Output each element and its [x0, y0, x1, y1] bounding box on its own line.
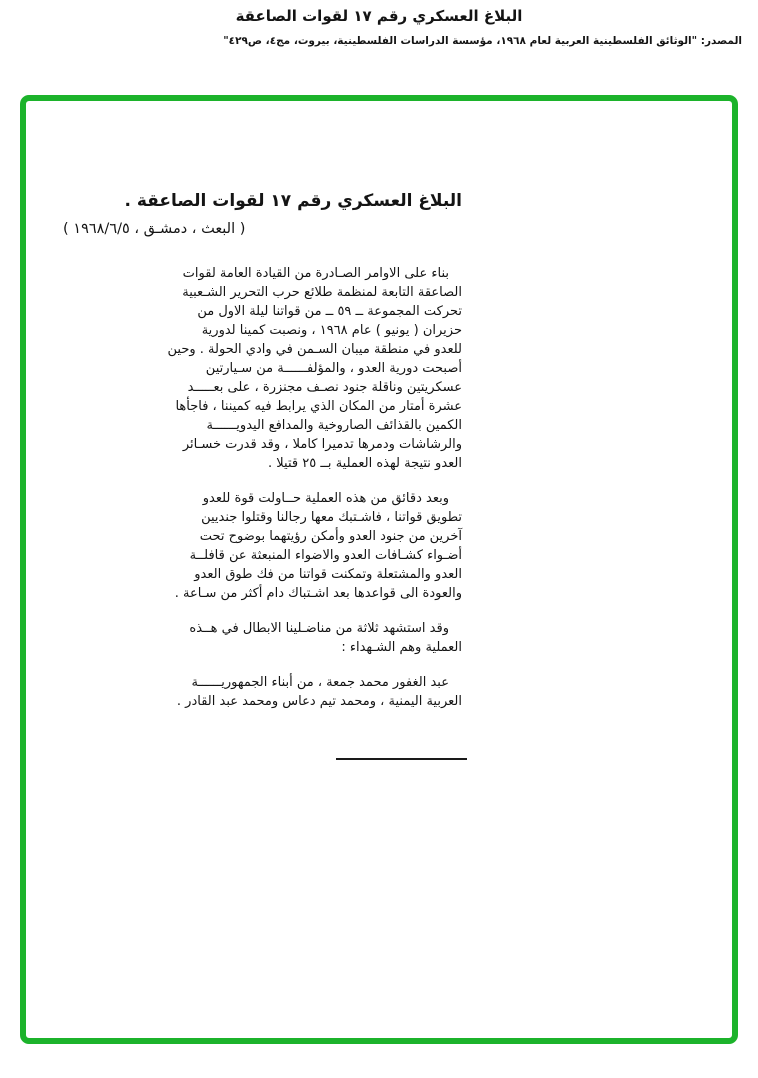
communique-title: البلاغ العسكري رقم ١٧ لقوات الصاعقة .: [124, 191, 462, 211]
text-line: عشرة أمتار من المكان الذي يرابط فيه كميننا ، فاجأها: [175, 399, 462, 414]
text-line: حزيران ( يونيو ) عام ١٩٦٨ ، ونصبت كمينا لدورية: [201, 323, 462, 338]
text-line: بناء على الاوامر الصـادرة من القيادة العامة لقوات: [182, 266, 449, 281]
communique-paragraph: [167, 264, 462, 473]
source-citation: المصدر: "الوثائق الفلسطينية العربية لعام ١٩٦٨، مؤسسة الدراسات الفلسطينية، بيروت، مج٤، ص٤٢٩": [223, 35, 742, 47]
communique-body: [167, 264, 462, 727]
text-line: وبعد دقائق من هذه العملية حــاولت قوة للعدو: [202, 491, 449, 506]
text-line: عبد الغفور محمد جمعة ، من أبناء الجمهوريــــــة: [191, 675, 449, 690]
document-frame: [20, 95, 738, 1044]
text-line: عسكريتين وناقلة جنود نصـف مجنزرة ، على بعـــــد: [187, 380, 462, 395]
text-line: العربية اليمنية ، ومحمد تيم دعاس ومحمد عبد القادر .: [176, 694, 462, 709]
text-line: أضـواء كشـافات العدو والاضواء المنبعثة عن قافلــة: [189, 548, 462, 563]
text-line: وقد استشهد ثلاثة من مناضـلينا الابطال في هــذه: [189, 621, 449, 636]
footnote-rule: [336, 758, 467, 760]
text-line: العملية وهم الشـهداء :: [341, 640, 462, 655]
text-line: العدو والمشتعلة وتمكنت قواتنا من فك طوق العدو: [194, 567, 462, 582]
text-line: للعدو في منطقة ميبان السـمن في وادي الحولة . وحين: [167, 342, 462, 357]
communique-dateline: ( البعث ، دمشـق ، ١٩٦٨/٦/٥ ): [63, 221, 246, 237]
text-line: والرشاشات ودمرها تدميرا كاملا ، وقد قدرت خسـائر: [182, 437, 462, 452]
text-line: أصبحت دورية العدو ، والمؤلفــــــة من سـيارتين: [205, 361, 462, 376]
text-line: تحركت المجموعة ــ ٥٩ ــ من قواتنا ليلة الاول من: [197, 304, 462, 319]
text-line: العدو نتيجة لهذه العملية بــ ٢٥ قتيلا .: [268, 456, 462, 471]
communique-paragraph: [178, 673, 462, 711]
page-title: البلاغ العسكري رقم ١٧ لقوات الصاعقة: [235, 7, 523, 25]
text-line: الكمين بالقذائف الصاروخية والمدافع اليدويــــــة: [206, 418, 462, 433]
text-line: تطويق قواتنا ، فاشـتبك معها رجالنا وقتلوا جنديين: [201, 510, 462, 525]
text-line: آخرين من جنود العدو وأمكن رؤيتهما بوضوح تحت: [199, 529, 462, 544]
communique-paragraph: [178, 619, 462, 657]
text-line: الصاعقة التابعة لمنظمة طلائع حرب التحرير الشـعبية: [182, 285, 462, 300]
text-line: والعودة الى قواعدها بعد اشـتباك دام أكثر من سـاعة .: [174, 586, 462, 601]
communique-paragraph: [174, 489, 462, 603]
